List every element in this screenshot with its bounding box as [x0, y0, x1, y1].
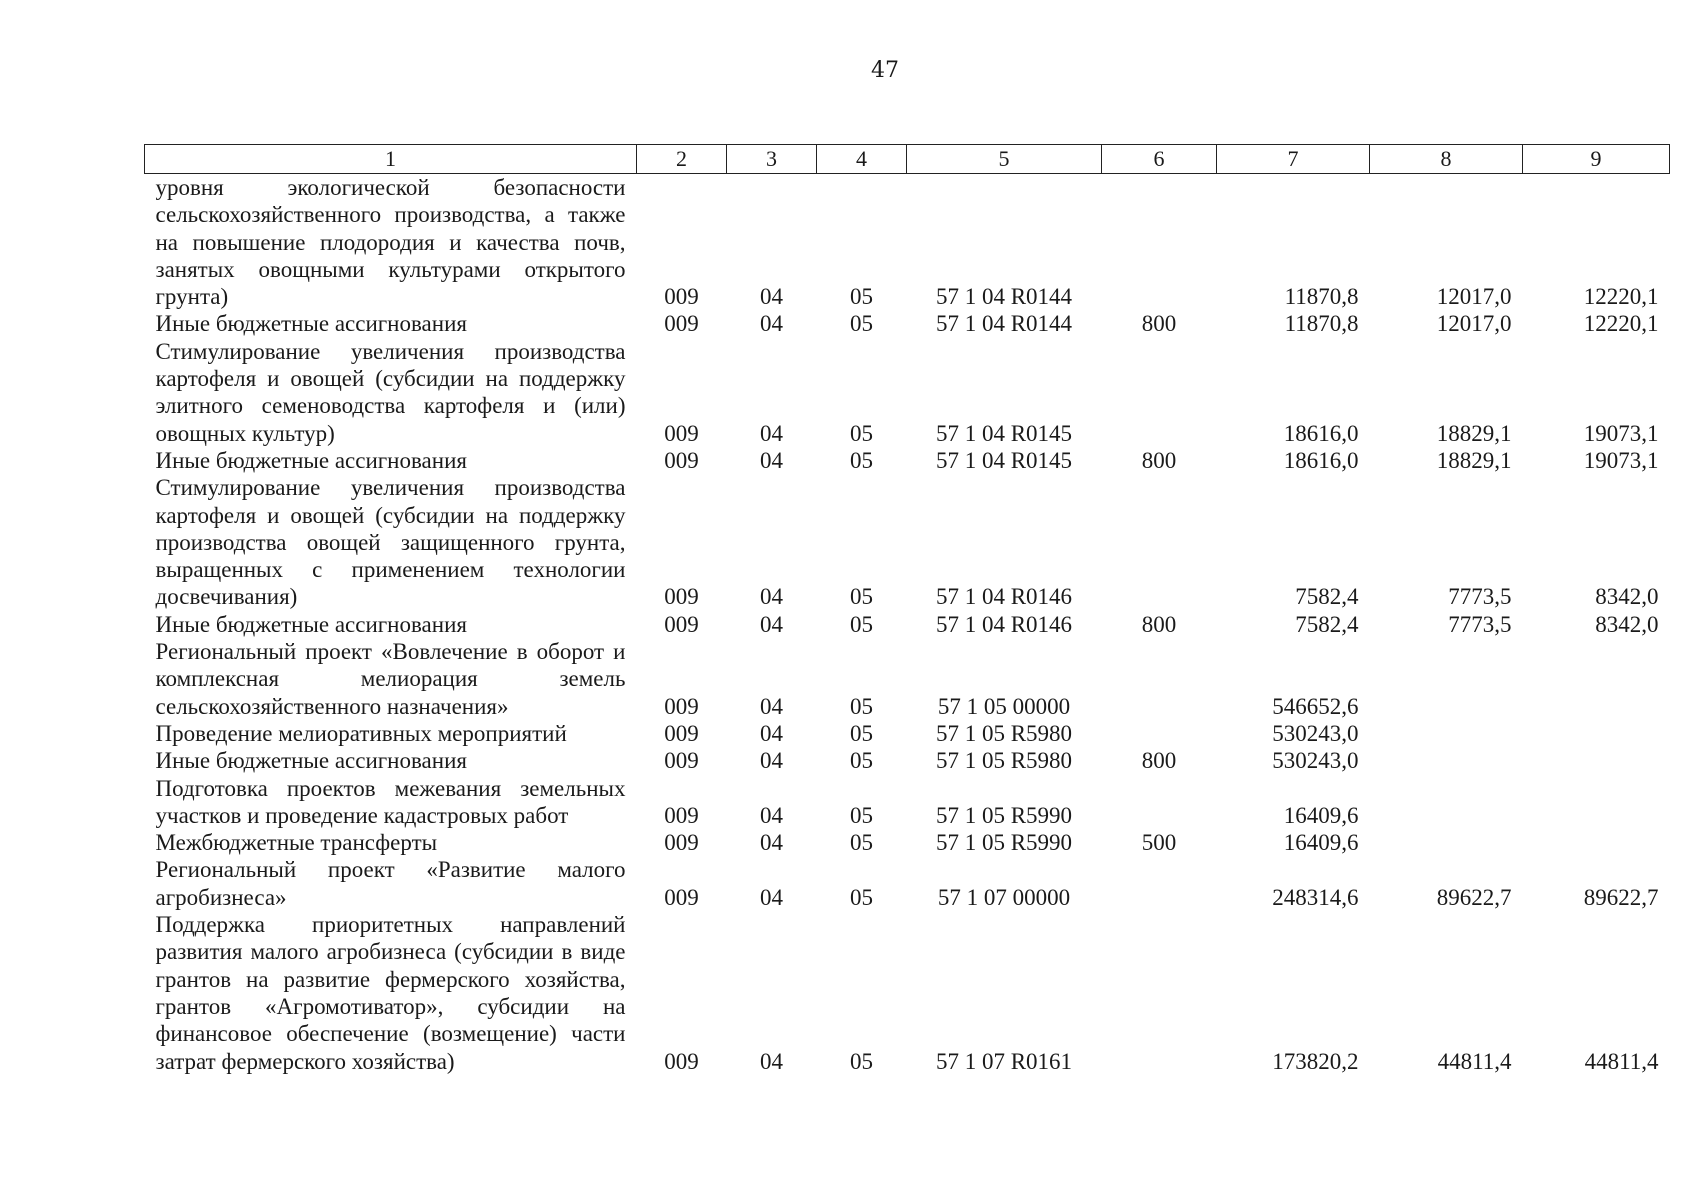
- table-row: [145, 338, 1670, 447]
- cell-expense-type: 800: [1141, 447, 1177, 473]
- table-body: [145, 174, 1670, 1075]
- header-row: [145, 145, 1670, 174]
- column-header-9: 9: [1523, 145, 1670, 174]
- cell-amount-2: [1370, 829, 1523, 856]
- row-name: Подготовка проектов межевания земельных участков и проведение кадастровых работ: [155, 775, 626, 828]
- column-header-3: 3: [727, 145, 817, 174]
- cell-ministry: 009: [664, 884, 699, 910]
- cell-subsection: 05: [850, 693, 873, 719]
- cell-amount-3: [1523, 775, 1670, 830]
- cell-amount-2: [1370, 720, 1523, 747]
- cell-subsection: 05: [850, 802, 873, 828]
- cell-amount-2: 12017,0: [1436, 311, 1512, 337]
- cell-amount-3: 19073,1: [1583, 420, 1659, 446]
- table-row: [145, 611, 1670, 638]
- cell-amount-3: 12220,1: [1583, 311, 1659, 337]
- cell-amount-2: 44811,4: [1437, 1048, 1512, 1074]
- cell-expense-type: 800: [1141, 748, 1177, 774]
- table-row: [145, 856, 1670, 911]
- cell-amount-3: [1523, 720, 1670, 747]
- cell-amount-1: 16409,6: [1283, 802, 1359, 828]
- column-header-8: 8: [1370, 145, 1523, 174]
- table-row: [145, 747, 1670, 774]
- cell-subsection: 05: [850, 748, 873, 774]
- cell-target-code: 57 1 04 R0146: [935, 584, 1073, 610]
- cell-ministry: 009: [664, 447, 699, 473]
- cell-ministry: 009: [664, 830, 699, 856]
- cell-target-code: 57 1 05 00000: [937, 693, 1071, 719]
- cell-expense-type: [1102, 174, 1217, 311]
- cell-section: 04: [760, 420, 783, 446]
- row-name: Иные бюджетные ассигнования: [155, 611, 467, 637]
- cell-amount-1: 546652,6: [1272, 693, 1359, 719]
- cell-subsection: 05: [850, 311, 873, 337]
- cell-target-code: 57 1 07 R0161: [935, 1048, 1073, 1074]
- cell-expense-type: [1102, 720, 1217, 747]
- cell-section: 04: [760, 693, 783, 719]
- cell-amount-2: 7773,5: [1448, 584, 1512, 610]
- cell-amount-3: 8342,0: [1595, 584, 1659, 610]
- cell-target-code: 57 1 05 R5990: [935, 802, 1073, 828]
- cell-amount-3: [1523, 638, 1670, 720]
- column-header-4: 4: [817, 145, 907, 174]
- cell-expense-type: [1102, 775, 1217, 830]
- row-name: Иные бюджетные ассигнования: [155, 311, 467, 337]
- cell-ministry: 009: [664, 284, 699, 310]
- cell-amount-1: 7582,4: [1295, 584, 1359, 610]
- row-name: Межбюджетные трансферты: [155, 830, 438, 856]
- table-row: [145, 911, 1670, 1075]
- cell-subsection: 05: [850, 611, 873, 637]
- cell-target-code: 57 1 04 R0145: [935, 420, 1073, 446]
- cell-subsection: 05: [850, 830, 873, 856]
- cell-amount-3: [1523, 829, 1670, 856]
- table-row: [145, 447, 1670, 474]
- column-header-2: 2: [637, 145, 727, 174]
- budget-table: [144, 144, 1670, 1075]
- cell-ministry: 009: [664, 311, 699, 337]
- table-row: [145, 310, 1670, 337]
- cell-ministry: 009: [664, 748, 699, 774]
- cell-section: 04: [760, 611, 783, 637]
- cell-amount-2: [1370, 775, 1523, 830]
- cell-amount-3: 12220,1: [1583, 284, 1659, 310]
- cell-ministry: 009: [664, 693, 699, 719]
- cell-amount-1: 11870,8: [1284, 284, 1359, 310]
- cell-target-code: 57 1 05 R5980: [935, 748, 1073, 774]
- table-row: [145, 474, 1670, 610]
- cell-section: 04: [760, 1048, 783, 1074]
- cell-target-code: 57 1 05 R5980: [935, 720, 1073, 746]
- cell-expense-type: [1102, 911, 1217, 1075]
- cell-subsection: 05: [850, 284, 873, 310]
- cell-target-code: 57 1 04 R0146: [935, 611, 1073, 637]
- row-name: Стимулирование увеличения производства картофеля и овощей (субсидии на поддержку производства овощей защищенного грунта, выращенных с применением технологии досвечивания): [155, 475, 626, 610]
- cell-amount-1: 530243,0: [1272, 720, 1359, 746]
- cell-amount-3: 89622,7: [1583, 884, 1659, 910]
- cell-subsection: 05: [850, 420, 873, 446]
- row-name: уровня экологической безопасности сельскохозяйственного производства, а также на повышение плодородия и качества почв, занятых овощными культурами открытого грунта): [155, 175, 626, 310]
- row-name: Стимулирование увеличения производства картофеля и овощей (субсидии на поддержку элитного семеноводства картофеля и (или) овощных культур): [155, 338, 626, 446]
- cell-subsection: 05: [850, 584, 873, 610]
- cell-amount-1: 530243,0: [1272, 748, 1359, 774]
- cell-subsection: 05: [850, 720, 873, 746]
- cell-amount-2: 12017,0: [1436, 284, 1512, 310]
- cell-target-code: 57 1 04 R0144: [935, 284, 1073, 310]
- cell-amount-2: [1370, 747, 1523, 774]
- row-name: Иные бюджетные ассигнования: [155, 447, 467, 473]
- cell-expense-type: 800: [1141, 611, 1177, 637]
- cell-subsection: 05: [850, 884, 873, 910]
- cell-section: 04: [760, 802, 783, 828]
- column-header-7: 7: [1217, 145, 1370, 174]
- cell-amount-1: 248314,6: [1272, 884, 1359, 910]
- row-name: Иные бюджетные ассигнования: [155, 748, 467, 774]
- cell-section: 04: [760, 447, 783, 473]
- cell-amount-1: 18616,0: [1283, 420, 1359, 446]
- row-name: Поддержка приоритетных направлений развития малого агробизнеса (субсидии в виде грантов на развитие фермерского хозяйства, грантов «Агромотиватор», субсидии на финансовое обеспечение (возмещение) части затрат фермерского хозяйства): [155, 912, 626, 1074]
- cell-target-code: 57 1 07 00000: [937, 884, 1071, 910]
- row-name: Региональный проект «Развитие малого агробизнеса»: [155, 857, 626, 910]
- cell-subsection: 05: [850, 447, 873, 473]
- cell-amount-3: [1523, 747, 1670, 774]
- row-name: Проведение мелиоративных мероприятий: [155, 720, 567, 746]
- table-row: [145, 775, 1670, 830]
- cell-target-code: 57 1 04 R0145: [935, 447, 1073, 473]
- cell-ministry: 009: [664, 584, 699, 610]
- cell-amount-1: 16409,6: [1283, 830, 1359, 856]
- table-header: [145, 145, 1670, 174]
- cell-amount-2: 18829,1: [1436, 420, 1512, 446]
- cell-expense-type: 500: [1141, 830, 1177, 856]
- cell-ministry: 009: [664, 420, 699, 446]
- column-header-6: 6: [1102, 145, 1217, 174]
- cell-amount-3: 8342,0: [1595, 611, 1659, 637]
- cell-amount-2: 89622,7: [1436, 884, 1512, 910]
- cell-amount-1: 173820,2: [1272, 1048, 1359, 1074]
- cell-section: 04: [760, 884, 783, 910]
- cell-ministry: 009: [664, 1048, 699, 1074]
- cell-ministry: 009: [664, 720, 699, 746]
- cell-section: 04: [760, 284, 783, 310]
- table-row: [145, 638, 1670, 720]
- table-row: [145, 174, 1670, 311]
- cell-amount-3: 19073,1: [1583, 447, 1659, 473]
- column-header-5: 5: [907, 145, 1102, 174]
- cell-section: 04: [760, 830, 783, 856]
- cell-section: 04: [760, 584, 783, 610]
- cell-amount-3: 44811,4: [1584, 1048, 1659, 1074]
- cell-amount-2: 18829,1: [1436, 447, 1512, 473]
- cell-amount-1: 11870,8: [1284, 311, 1359, 337]
- row-name: Региональный проект «Вовлечение в оборот и комплексная мелиорация земель сельскохозяйственного назначения»: [155, 639, 626, 719]
- column-header-1: 1: [145, 145, 637, 174]
- cell-ministry: 009: [664, 802, 699, 828]
- cell-amount-1: 18616,0: [1283, 447, 1359, 473]
- cell-amount-1: 7582,4: [1295, 611, 1359, 637]
- table-row: [145, 720, 1670, 747]
- cell-section: 04: [760, 748, 783, 774]
- cell-subsection: 05: [850, 1048, 873, 1074]
- cell-section: 04: [760, 720, 783, 746]
- cell-expense-type: [1102, 638, 1217, 720]
- page-number: 47: [871, 58, 899, 83]
- cell-expense-type: [1102, 474, 1217, 610]
- cell-amount-2: 7773,5: [1448, 611, 1512, 637]
- cell-target-code: 57 1 04 R0144: [935, 311, 1073, 337]
- cell-expense-type: [1102, 338, 1217, 447]
- cell-amount-2: [1370, 638, 1523, 720]
- cell-expense-type: 800: [1141, 311, 1177, 337]
- cell-section: 04: [760, 311, 783, 337]
- table-row: [145, 829, 1670, 856]
- cell-ministry: 009: [664, 611, 699, 637]
- cell-expense-type: [1102, 856, 1217, 911]
- cell-target-code: 57 1 05 R5990: [935, 830, 1073, 856]
